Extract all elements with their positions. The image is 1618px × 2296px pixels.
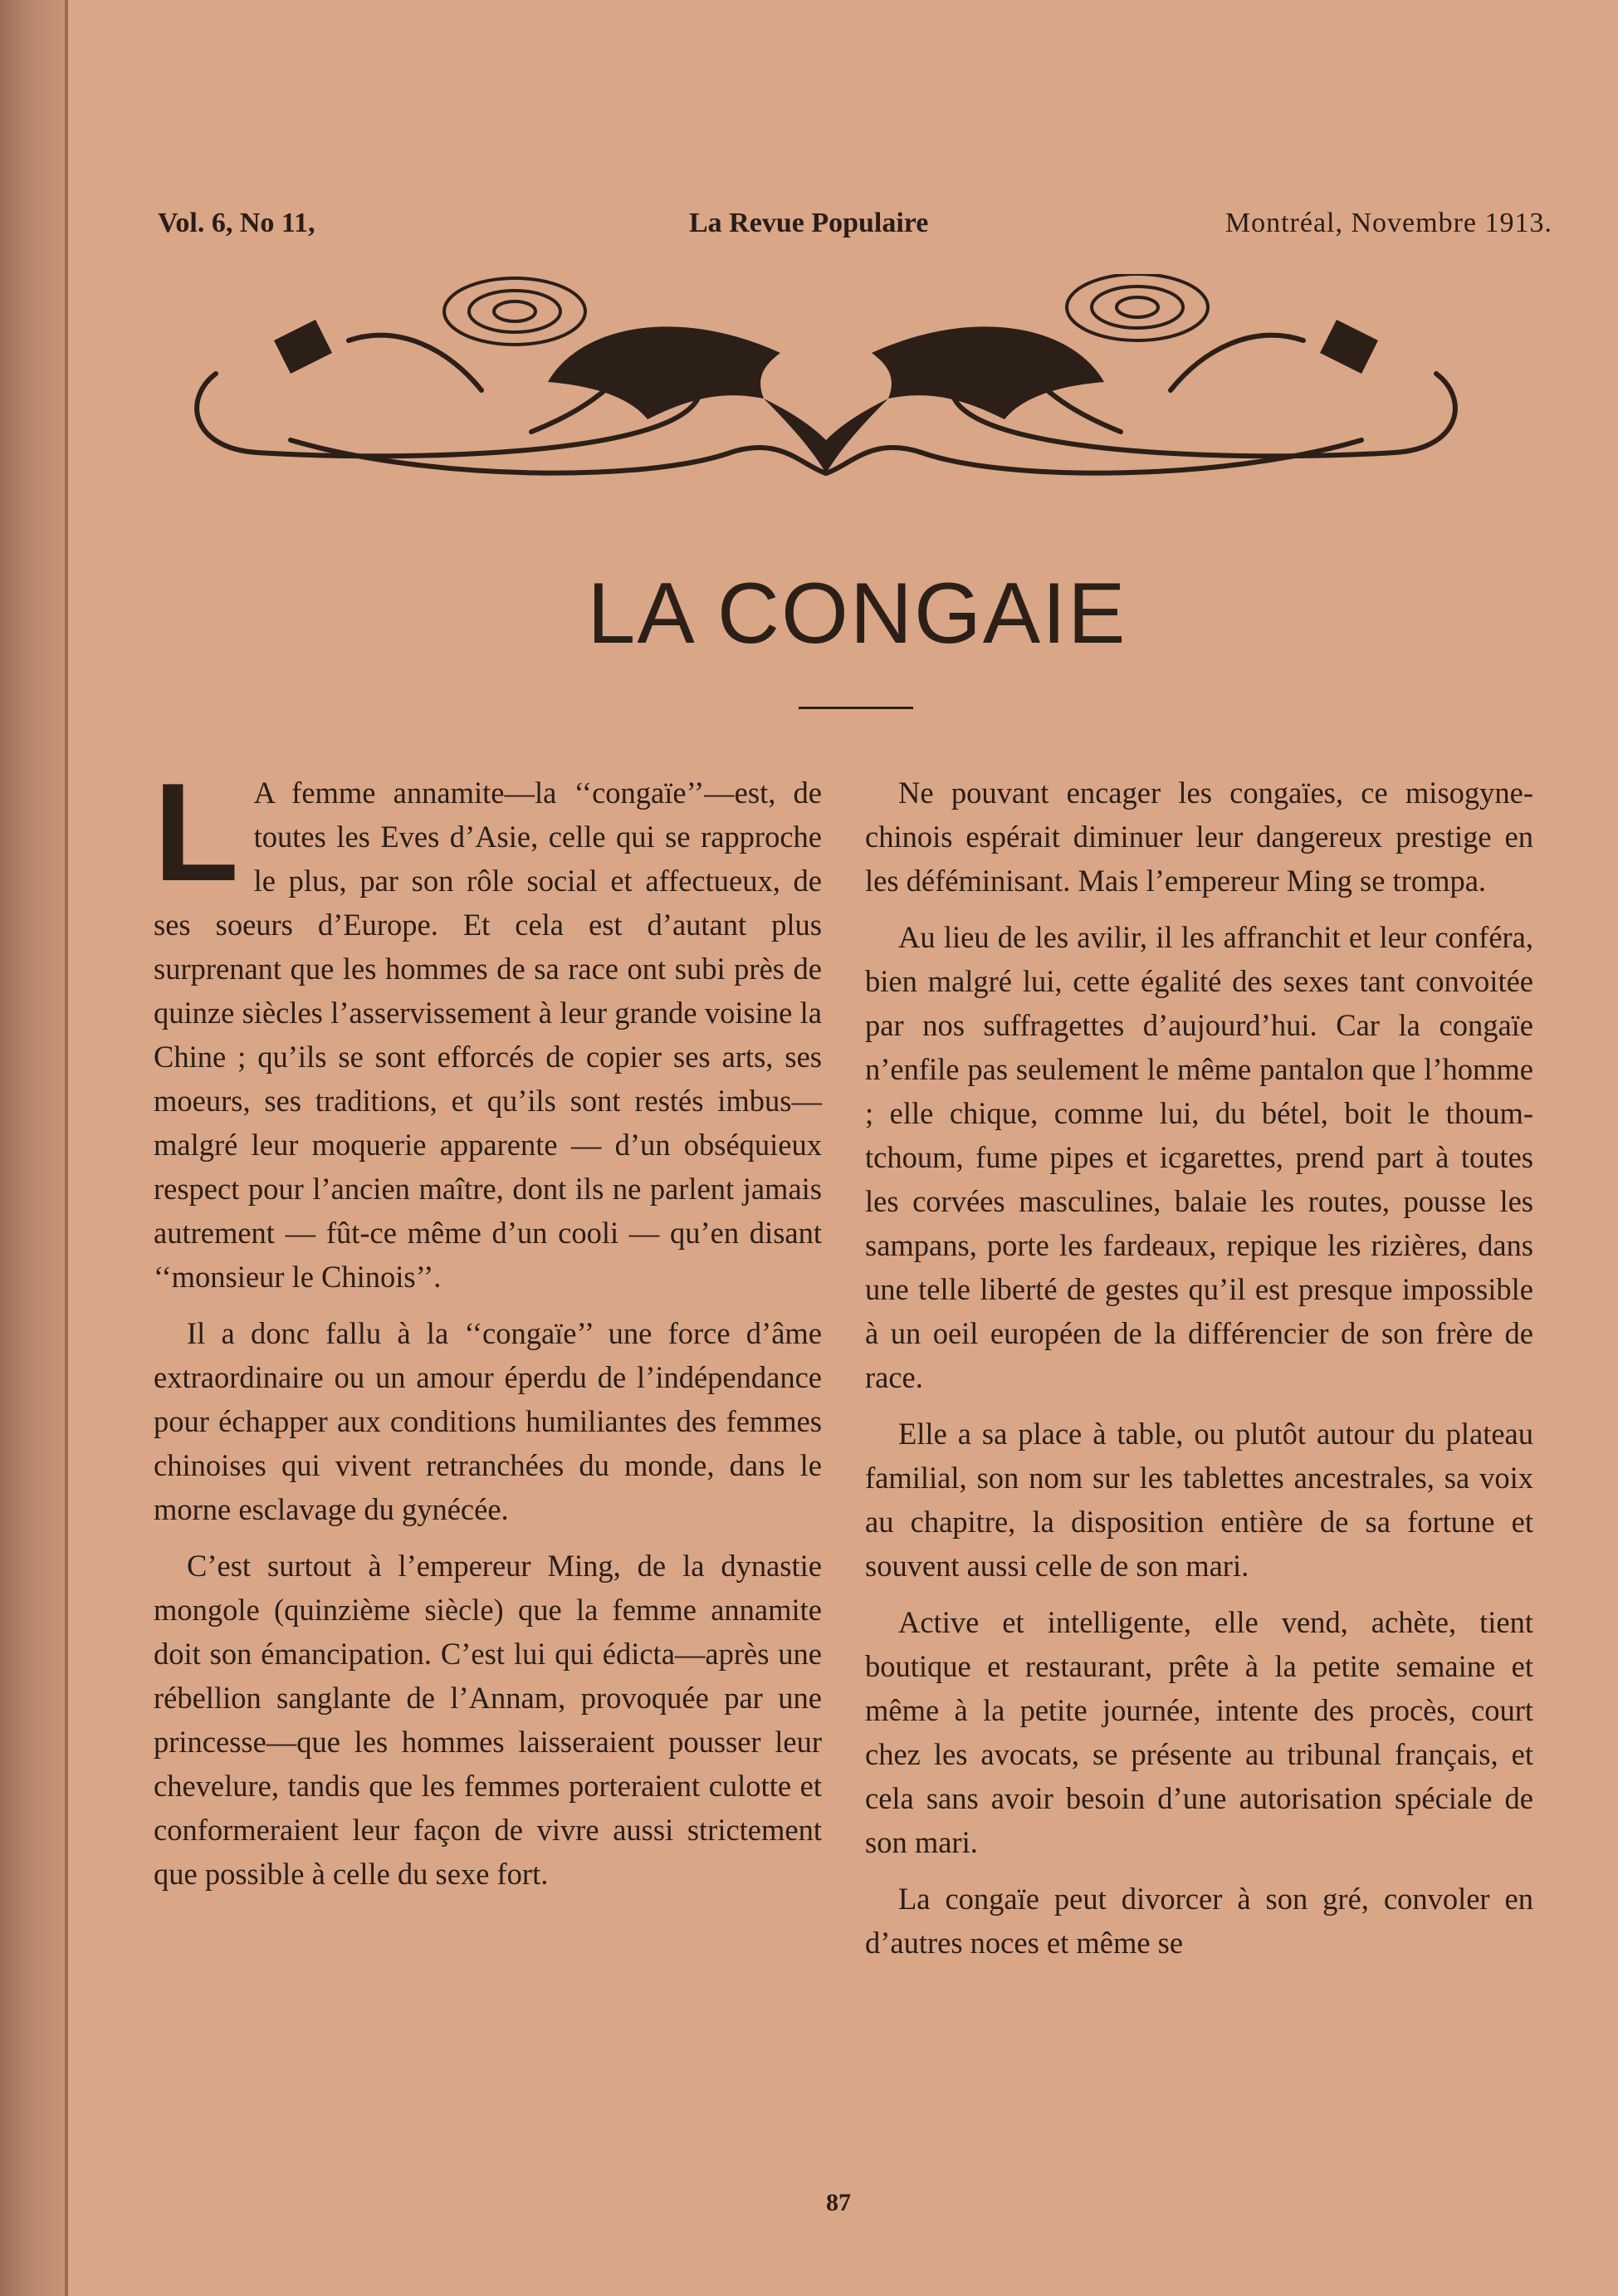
paragraph: Il a donc fallu à la ‘‘congaïe’’ une force d’âme extraordinaire ou un amour éperdu de l’indépendance pour échapper aux conditions humiliantes des femmes chinoises qui vivent retranchées du monde, dans le morne esclavage du gynécée. xyxy=(154,1316,822,1526)
title-rule xyxy=(799,707,913,709)
paragraph: Ne pouvant encager les congaïes, ce misogyne-chinois espérait diminuer leur dangereux prestige en les déféminisant. Mais l’empereur Ming se trompa. xyxy=(865,776,1533,898)
running-header xyxy=(158,208,1552,244)
page-number: 87 xyxy=(826,2189,851,2216)
paragraph: Au lieu de les avilir, il les affranchit et leur conféra, bien malgré lui, cette égalité des sexes tant convoitée par nos suffragettes d’aujourd’hui. Car la congaïe n’enfile pas seulement le même pantalon que l’homme ; elle chique, comme lui, du bétel, boit le thoum-tchoum, fume pipes et icgarettes, prend part à toutes les corvées masculines, balaie les routes, pousse les sampans, porte les fardeaux, repique les rizières, dans une telle liberté de gestes qu’il est presque impossible à un oeil européen de la différencier de son frère de race. xyxy=(865,920,1533,1394)
place-date: Montréal, Novembre 1913. xyxy=(1224,208,1552,238)
floral-ornament-icon xyxy=(183,274,1469,490)
right-column xyxy=(865,771,1533,1977)
drop-cap: L xyxy=(154,754,239,910)
paragraph: Active et intelligente, elle vend, achète, tient boutique et restaurant, prête à la petite semaine et même à la petite journée, intente des procès, court chez les avocats, se présente au tribunal français, et cela sans avoir besoin d’une autorisation spéciale de son mari. xyxy=(865,1605,1533,1859)
article-title: LA CONGAIE xyxy=(587,565,1127,662)
page-gutter-shadow xyxy=(0,0,68,2296)
gutter-line xyxy=(65,0,68,2296)
paragraph: C’est surtout à l’empereur Ming, de la dynastie mongole (quinzième siècle) que la femme annamite doit son émancipation. C’est lui qui édicta—après une rébellion sanglante de l’Annam, provoquée par une princesse—que les hommes laisseraient pousser leur chevelure, tandis que les femmes porteraient culotte et conformeraient leur façon de vivre aussi strictement que possible à celle du sexe fort. xyxy=(154,1549,822,1891)
publication-name: La Revue Populaire xyxy=(689,208,929,238)
paragraph: Elle a sa place à table, ou plutôt autour du plateau familial, son nom sur les tablettes ancestrales, sa voix au chapitre, la disposition entière de sa fortune et souvent aussi celle de son mari. xyxy=(865,1417,1533,1583)
paragraph: La congaïe peut divorcer à son gré, convoler en d’autres noces et même se xyxy=(865,1882,1533,1960)
paragraph-text: A femme annamite—la ‘‘congaïe’’—est, de toutes les Eves d’Asie, celle qui se rapproche le plus, par son rôle social et affectueux, de ses soeurs d’Europe. Et cela est d’autant plus surprenant que les hommes de sa race ont subi près de quinze siècles l’asservissement à leur grande voisine la Chine ; qu’ils se sont efforcés de copier ses arts, ses moeurs, ses traditions, et qu’ils sont restés imbus—malgré leur moquerie apparente — d’un obséquieux respect pour l’ancien maître, dont ils ne parlent jamais autrement — fût-ce même d’un cooli — qu’en disant ‘‘monsieur le Chinois’’. xyxy=(154,776,822,1294)
volume-number: Vol. 6, No 11, xyxy=(158,208,315,238)
left-column xyxy=(154,754,822,1908)
paragraph xyxy=(154,754,822,1299)
